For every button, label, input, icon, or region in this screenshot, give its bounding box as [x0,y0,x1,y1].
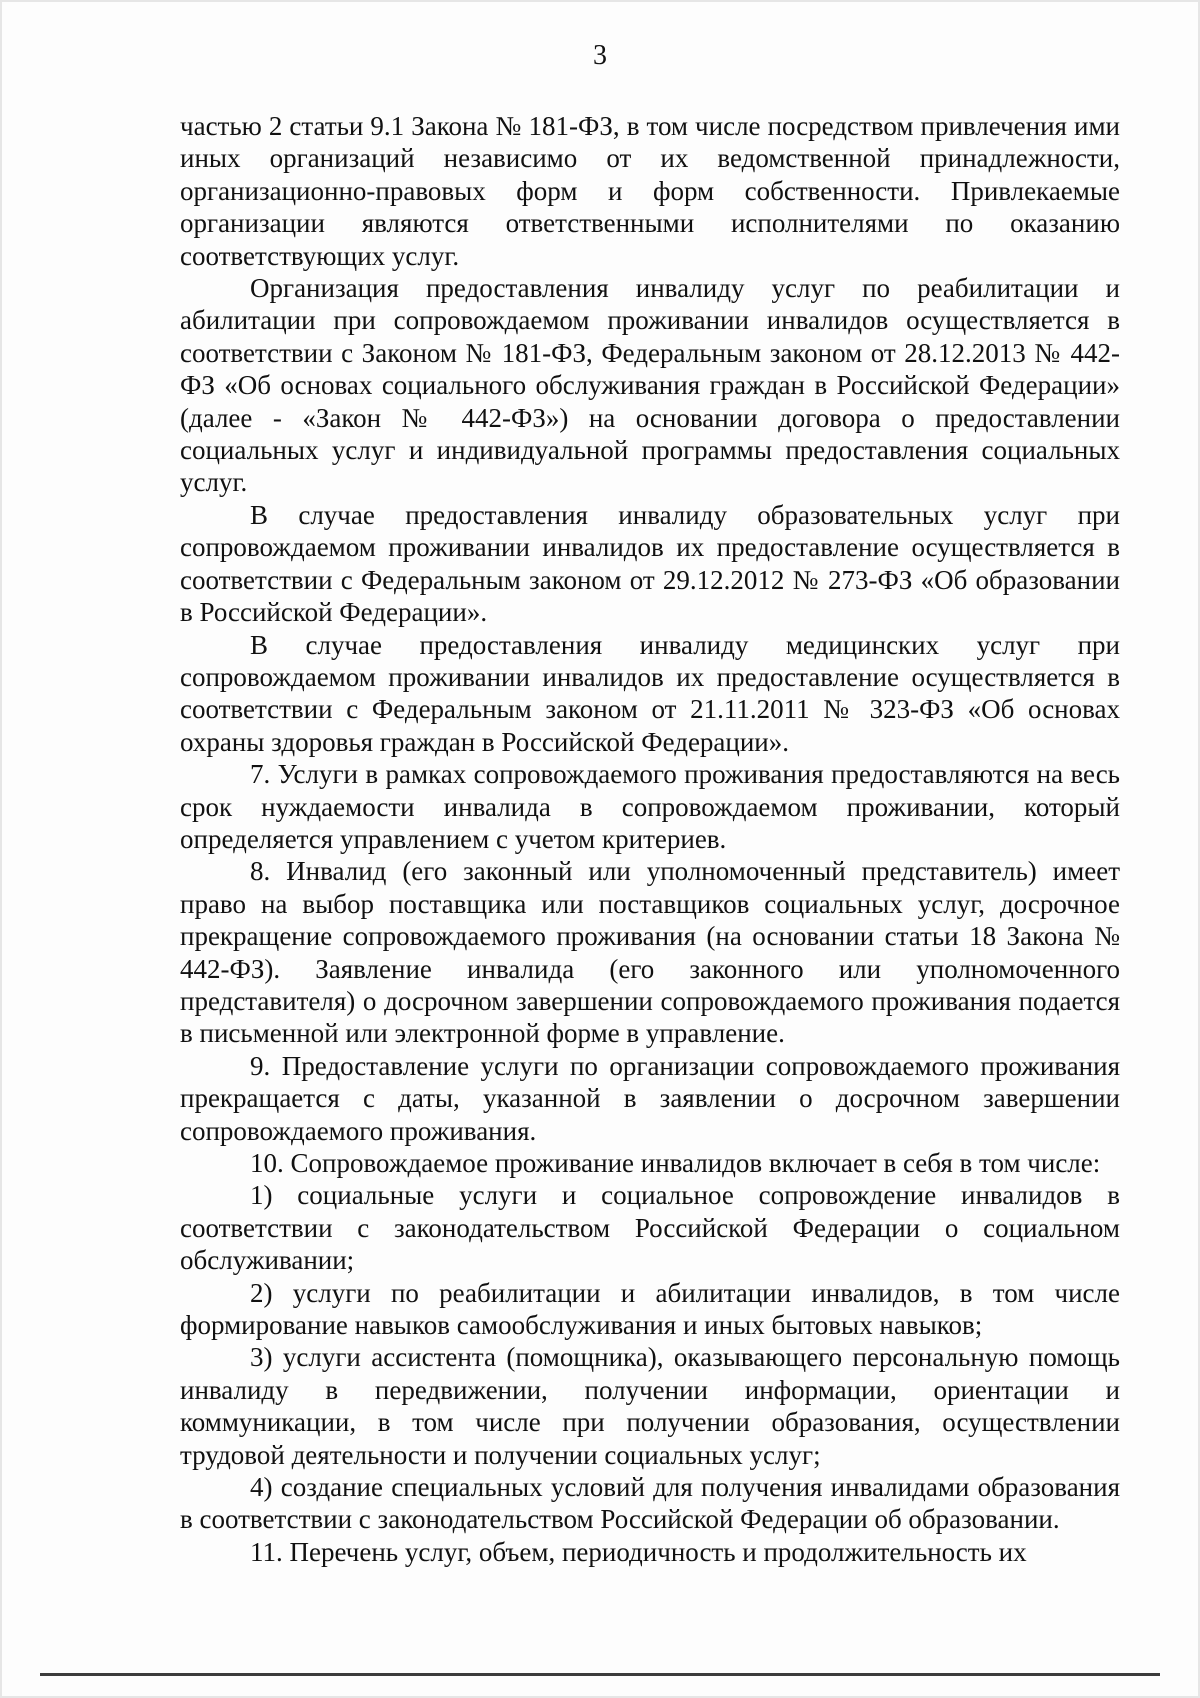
list-item-10-3: 3) услуги ассистента (помощника), оказывающего персональную помощь инвалиду в передвижении, получении информации, ориентации и коммуникации, в том числе при получении образования, осуществлении трудовой деятельности и получении социальных услуг; [180,1342,1120,1470]
list-item-10-1: 1) социальные услуги и социальное сопровождение инвалидов в соответствии с законодательством Российской Федерации о социальном обслуживании; [180,1180,1120,1276]
paragraph-educational-services: В случае предоставления инвалиду образовательных услуг при сопровождаемом проживании инвалидов их предоставление осуществляется в соответствии с Федеральным законом от 29.12.2012 № 273-ФЗ «Об образовании в Российской Федерации». [180,499,1120,628]
paragraph-organization-services: Организация предоставления инвалиду услуг по реабилитации и абилитации при сопровождаемом проживании инвалидов осуществляется в соответствии с Законом № 181-ФЗ, Федеральным законом от 28.12.2013 № 442-ФЗ «Об основах социального обслуживания граждан в Российской Федерации» (далее - «Закон № 442-ФЗ») на основании договора о предоставлении социальных услуг и индивидуальной программы предоставления социальных услуг. [180,273,1120,498]
paragraph-item-10: 10. Сопровождаемое проживание инвалидов включает в себя в том числе: [250,1148,1101,1178]
paragraph-item-9: 9. Предоставление услуги по организации сопровождаемого проживания прекращается с даты, указанной в заявлении о досрочном завершении сопровождаемого проживания. [180,1050,1120,1146]
paragraph-continuation: частью 2 статьи 9.1 Закона № 181-ФЗ, в том числе посредством привлечения ими иных организаций независимо от их ведомственной принадлежности, организационно-правовых форм и форм собственности. Привлекаемые организации являются ответственными исполнителями по оказанию соответствующих услуг. [180,111,1120,271]
paragraph-item-8: 8. Инвалид (его законный или уполномоченный представитель) имеет право на выбор поставщика или поставщиков социальных услуг, досрочное прекращение сопровождаемого проживания (на основании статьи 18 Закона № 442-ФЗ). Заявление инвалида (его законного или уполномоченного представителя) о досрочном завершении сопровождаемого проживания подается в письменной или электронной форме в управление. [180,856,1120,1049]
list-item-10-4: 4) создание специальных условий для получения инвалидами образования в соответствии с законодательством Российской Федерации об образовании. [180,1472,1120,1535]
paragraph-medical-services: В случае предоставления инвалиду медицинских услуг при сопровождаемом проживании инвалидов их предоставление осуществляется в соответствии с Федеральным законом от 21.11.2011 № 323-ФЗ «Об основах охраны здоровья граждан в Российской Федерации». [180,629,1120,757]
page-number: 3 [593,40,607,71]
scan-edge-line [40,1673,1160,1676]
document-body [180,110,1120,1568]
paragraph-item-7: 7. Услуги в рамках сопровождаемого проживания предоставляются на весь срок нуждаемости инвалида в сопровождаемом проживании, который определяется управлением с учетом критериев. [180,759,1120,854]
paragraph-item-11: 11. Перечень услуг, объем, периодичность и продолжительность их [250,1536,1027,1567]
list-item-10-2: 2) услуги по реабилитации и абилитации инвалидов, в том числе формирование навыков самообслуживания и иных бытовых навыков; [180,1277,1120,1341]
